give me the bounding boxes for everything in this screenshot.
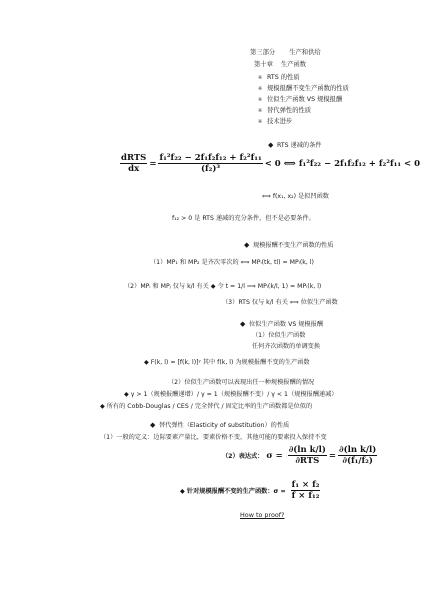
outline-item: ※ 替代弹性的性质 — [258, 107, 312, 114]
how-to-proof-link[interactable]: How to proof? — [240, 511, 285, 519]
derivative-fraction: $\frac{\text{dRTS}}{dx}$ — [121, 153, 147, 174]
outline-item: ※ 技术进步 — [258, 118, 293, 125]
outline-item: ※ 位似生产函数 VS 规模报酬 — [258, 96, 343, 103]
homothetic-examples: ◆ 所有的 Cobb-Douglas / CES / 完全替代 / 固定比率的生产函数都是位似的 — [100, 403, 313, 410]
bullet-marker: ◆ — [244, 241, 250, 249]
elasticity-fraction-1: $\frac{\text{∂(ln k/l)}}{\text{∂RTS}}$ — [288, 445, 326, 466]
section-heading: ◆ 位似生产函数 VS 规模报酬 — [240, 320, 323, 328]
bullet-marker: ◆ — [150, 421, 156, 429]
outline-item: ※ RTS 的性质 — [258, 74, 300, 81]
outline-marker: ※ — [258, 97, 263, 103]
chapter-heading — [254, 61, 306, 69]
outline-item: ※ 规模报酬不变生产函数的性质 — [258, 85, 349, 92]
sufficient-condition-note: f₁₂ > 0 是 RTS 递减的充分条件，但不是必要条件。 — [172, 215, 315, 222]
bullet-marker: ◆ — [268, 141, 274, 149]
crs-elasticity-formula: ◆ 针对规模报酬不变的生产函数：σ = $\frac{\text{f₁ × f₂}}{\text{f × f₁₂}}$ — [180, 480, 320, 501]
crs-property-1: （1）MP₁ 和 MP₂ 是齐次零次的 ⟺ MPᵢ(tk, tl) = MPᵢ(k, l) — [150, 259, 314, 266]
crs-property-3: （3）RTS 仅与 k/l 有关 ⟺ 位似生产函数 — [222, 299, 338, 306]
chapter-title: 生产函数 — [280, 61, 307, 68]
section-heading: ◆ 规模报酬不变生产函数的性质 — [244, 241, 334, 249]
outline-marker: ※ — [258, 75, 263, 81]
crs-property-2: （2）MPᵢ 和 MPⱼ 仅与 k/l 有关 ◆ 令 t = 1/l ⟹ MPᵢ(k/l, 1) = MPᵢ(k, l) — [124, 283, 322, 290]
part-title: 生产和供给 — [289, 49, 321, 56]
part-heading — [250, 49, 321, 57]
elasticity-definition: （1）一般的定义：边际要素产量比，要素价格不变，其他可能的要素投入保持不变 — [100, 434, 327, 441]
crs-elasticity-fraction: $\frac{\text{f₁ × f₂}}{\text{f × f₁₂}}$ — [291, 480, 320, 501]
returns-cases: ◆ γ > 1（规模报酬递增）/ γ = 1（规模报酬不变）/ γ < 1（规模报酬递减） — [124, 391, 338, 398]
quasi-concave-statement: ⟺ f(x₁, x₂) 是拟凹函数 — [262, 193, 329, 200]
outline-marker: ※ — [258, 119, 263, 125]
outline-marker: ※ — [258, 108, 263, 114]
section-heading: ◆ RTS 递减的条件 — [268, 141, 322, 149]
homothetic-label: （1）位似生产函数 — [252, 332, 306, 339]
part-label: 第三部分 — [250, 49, 276, 56]
elasticity-fraction-2: $\frac{\text{∂(ln k/l)}}{\text{∂(f₁/f₂)}}$ — [339, 445, 377, 466]
rts-formula: $\frac{\text{dRTS}}{dx}$ = $\frac{\text{f₁²f₂₂ − 2f₁f₂f₁₂ + f₂²f₁₁}}{\text{(f₂)³}}$ < 0 ⟺ f₁²f₂₂ − 2f₁f₂f₁₂ + f₂²f₁₁ < 0 — [121, 153, 421, 174]
homothetic-returns-note: （2）位似生产函数可以表现出任一种规模报酬的情况 — [168, 379, 315, 386]
homothetic-formula: ◆ F(k, l) = [f(k, l)]ʸ 其中 f(k, l) 为规模报酬不变的生产函数 — [144, 359, 310, 366]
chapter-label: 第十章 — [254, 61, 273, 68]
bullet-marker: ◆ — [240, 320, 246, 328]
outline-marker: ※ — [258, 86, 263, 92]
homothetic-definition: 任何齐次函数的单调变换 — [252, 343, 321, 350]
section-heading: ◆ 替代弹性（Elasticity of substitution）的性质 — [150, 421, 290, 429]
elasticity-formula: （2）表达式： σ = $\frac{\text{∂(ln k/l)}}{\text{∂RTS}}$ = $\frac{\text{∂(ln k/l)}}{\text{∂(f₁/f₂)}}$ — [222, 445, 377, 466]
rts-fraction: $\frac{\text{f₁²f₂₂ − 2f₁f₂f₁₂ + f₂²f₁₁}}{\text{(f₂)³}}$ — [159, 153, 262, 174]
